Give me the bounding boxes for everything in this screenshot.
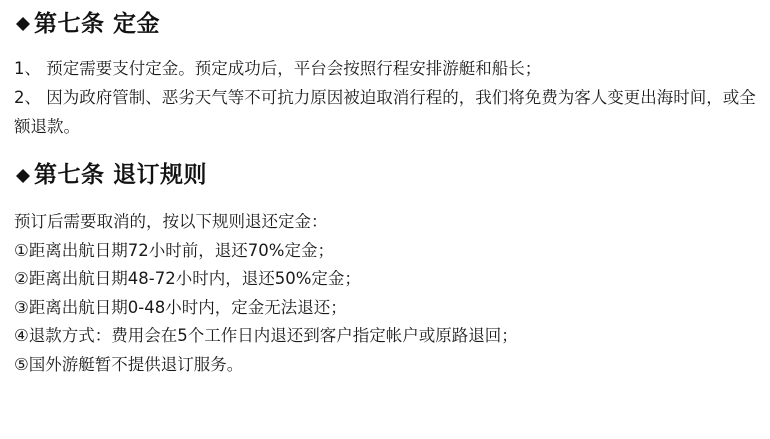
diamond-bullet-icon [14,167,32,185]
section-deposit-body [14,55,756,142]
spacer [14,141,756,161]
spacer [14,190,756,208]
cancellation-rule-5: ⑤国外游艇暂不提供退订服务。 [14,354,244,374]
cancellation-rule-4: ④退款方式：费用会在5个工作日内退还到客户指定帐户或原路退回； [14,326,518,346]
section-cancellation-body [14,208,756,379]
cancellation-intro: 预订后需要取消的，按以下规则退还定金： [14,212,328,232]
section-deposit [14,10,756,141]
section-deposit-heading [14,10,756,39]
cancellation-rule-1: ①距离出航日期72小时前，退还70%定金； [14,241,334,260]
cancellation-rule-2: ②距离出航日期48-72小时内，退还50%定金； [14,269,361,289]
deposit-paragraph-2: 2、 因为政府管制、恶劣天气等不可抗力原因被迫取消行程的，我们将免费为客人变更出海时间，或全额退款。 [14,87,756,136]
section-cancellation-heading [14,161,756,190]
deposit-paragraph-1: 1、 预定需要支付定金。预定成功后，平台会按照行程安排游艇和船长； [14,58,542,78]
diamond-bullet-icon [14,15,32,33]
section-cancellation-title: 第七条 退订规则 [34,162,208,189]
section-deposit-title: 第七条 定金 [34,11,161,37]
spacer [14,39,756,55]
section-cancellation [14,161,756,379]
cancellation-rule-3: ③距离出航日期0-48小时内，定金无法退还； [14,297,347,317]
